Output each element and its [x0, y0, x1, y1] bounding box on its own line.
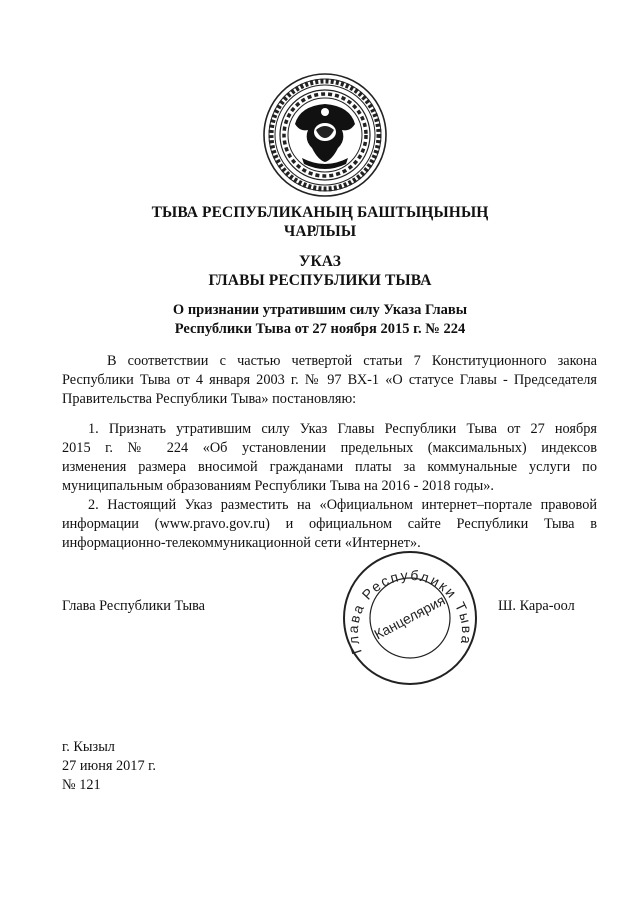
- item-1-line: 2015 г. № 224 «Об установлении предельных (максимальных) индексов: [62, 440, 597, 456]
- subject-line1: О признании утратившим силу Указа Главы: [172, 302, 468, 318]
- preamble-line: Республики Тыва от 4 января 2003 г. № 97 ВХ-1 «О статусе Главы - Председателя: [62, 372, 597, 388]
- item-1-line: муниципальным образованиям Республики Тыва на 2016 - 2018 годы».: [62, 478, 494, 494]
- item-2-line: информационно-телекоммуникационной сети «Интернет».: [62, 535, 421, 551]
- item-1-line: изменения размера вносимой гражданами платы за коммунальные услуги по: [62, 459, 597, 475]
- stamp-inner-text: Канцелярия: [371, 591, 448, 643]
- preamble-line: Правительства Республики Тыва» постановляю:: [62, 391, 357, 407]
- preamble-line: В соответствии с частью четвертой статьи 7 Конституционного закона: [107, 353, 597, 369]
- item-2-line: 2. Настоящий Указ разместить на «Официальном интернет–портале правовой: [88, 497, 597, 513]
- footer-city: г. Кызыл: [62, 739, 115, 755]
- item-1-line: 1. Признать утратившим силу Указ Главы Республики Тыва от 27 ноября: [88, 421, 597, 437]
- office-stamp-icon: [340, 548, 480, 688]
- subject-line2: Республики Тыва от 27 ноября 2015 г. № 224: [174, 321, 466, 337]
- stamp-outer-text: Глава Республики Тыва: [344, 566, 476, 657]
- item-2-line: информации (www.pravo.gov.ru) и официальном сайте Республики Тыва в: [62, 516, 597, 532]
- title-head-of-republic: ГЛАВЫ РЕСПУБЛИКИ ТЫВА: [208, 272, 432, 289]
- footer-number: № 121: [62, 777, 101, 793]
- signature-position: Глава Республики Тыва: [62, 598, 205, 614]
- footer-date: 27 июня 2017 г.: [62, 758, 156, 774]
- signature-name: Ш. Кара-оол: [498, 598, 575, 614]
- title-tyvan-line1: ТЫВА РЕСПУБЛИКАНЫҢ БАШТЫҢЫНЫҢ: [151, 204, 489, 221]
- title-decree: УКАЗ: [298, 253, 341, 270]
- title-tyvan-line2: ЧАРЛЫЫ: [283, 223, 357, 240]
- republic-emblem-icon: [262, 72, 388, 198]
